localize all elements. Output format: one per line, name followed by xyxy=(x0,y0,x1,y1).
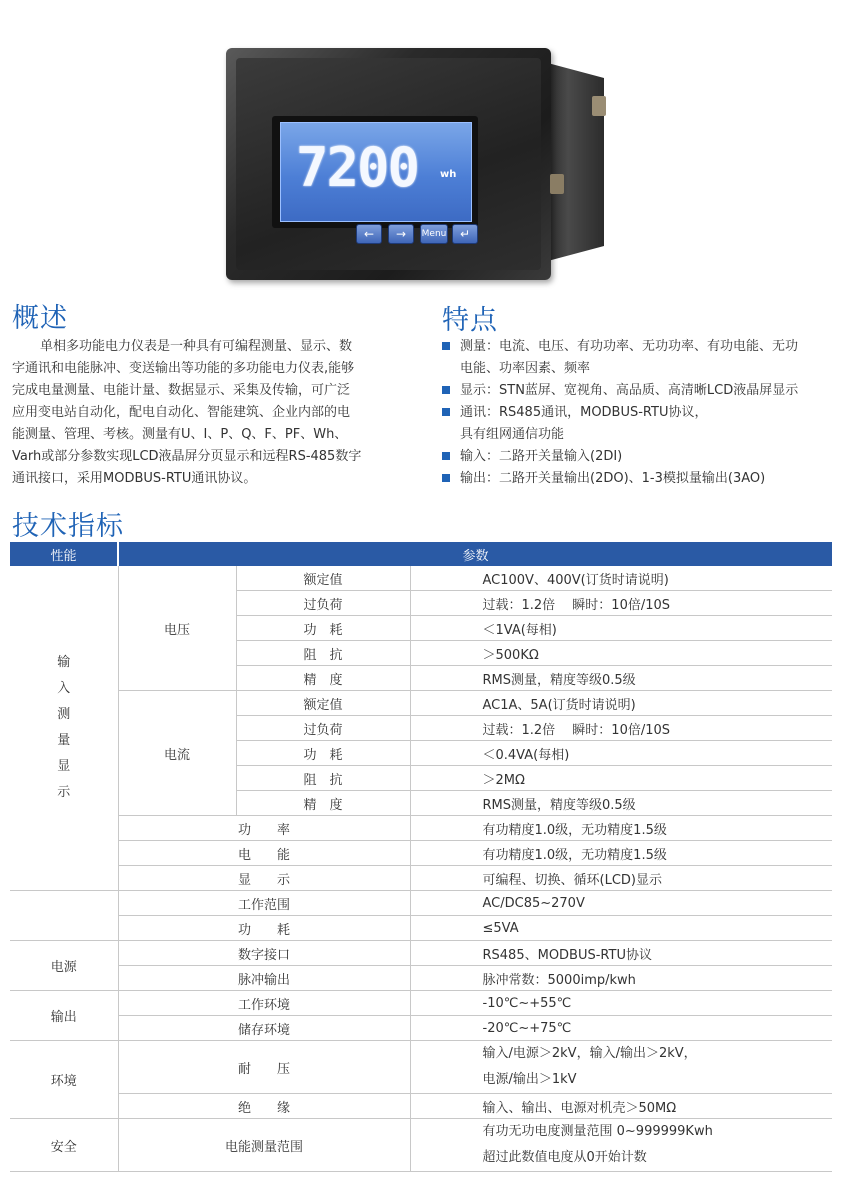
meter-right-button: → xyxy=(388,224,414,244)
param-name: 电能测量范围 xyxy=(118,1119,410,1172)
param-value: 输入、输出、电源对机壳＞50MΩ xyxy=(410,1094,832,1119)
feature-item: 显示：STN蓝屏、宽视角、高品质、高清晰LCD液晶屏显示 xyxy=(440,380,855,402)
param-name: 阻 抗 xyxy=(236,641,410,666)
overview-line: 单相多功能电力仪表是一种具有可编程测量、显示、数 xyxy=(40,339,353,354)
meter-body-side xyxy=(544,62,604,262)
param-name: 工作范围 xyxy=(118,891,410,916)
table-row xyxy=(10,1016,832,1041)
param-name: 电 能 xyxy=(118,841,410,866)
overview-text xyxy=(12,336,412,490)
spec-table xyxy=(10,542,832,1172)
spec-heading: 技术指标 xyxy=(12,511,124,542)
group-unlabelled xyxy=(10,891,118,941)
overview-line: Varh或部分参数实现LCD液晶屏分页显示和远程RS-485数字 xyxy=(12,449,362,464)
table-row xyxy=(10,966,832,991)
param-value: 有功精度1.0级，无功精度1.5级 xyxy=(410,841,832,866)
param-value: AC1A、5A(订货时请说明) xyxy=(410,691,832,716)
table-row xyxy=(10,1041,832,1094)
lcd-unit: wh xyxy=(440,169,457,180)
param-name: 阻 抗 xyxy=(236,766,410,791)
param-value: -20℃~+75℃ xyxy=(410,1016,832,1041)
param-name: 精 度 xyxy=(236,791,410,816)
meter-enter-button: ↵ xyxy=(452,224,478,244)
lcd-reading: 7200 xyxy=(296,136,419,199)
param-name: 精 度 xyxy=(236,666,410,691)
mounting-clip xyxy=(550,174,564,194)
param-value: ＞500KΩ xyxy=(410,641,832,666)
group-environment: 环境 xyxy=(10,1041,118,1119)
param-value: RMS测量，精度等级0.5级 xyxy=(410,791,832,816)
feature-item: 通讯：RS485通讯，MODBUS-RTU协议， 具有组网通信功能 xyxy=(440,402,855,446)
param-value: ＜0.4VA(每相) xyxy=(410,741,832,766)
header-parameters: 参数 xyxy=(118,542,832,566)
table-row xyxy=(10,941,832,966)
param-value: 过载：1.2倍 瞬时：10倍/10S xyxy=(410,716,832,741)
table-row xyxy=(10,891,832,916)
param-name: 功 率 xyxy=(118,816,410,841)
param-name: 额定值 xyxy=(236,691,410,716)
bullet-square-icon xyxy=(442,408,450,416)
bullet-square-icon xyxy=(442,452,450,460)
param-value xyxy=(410,1119,832,1172)
param-value: AC100V、400V(订货时请说明) xyxy=(410,566,832,591)
product-image xyxy=(226,48,616,280)
param-name: 工作环境 xyxy=(118,991,410,1016)
param-value: 有功精度1.0级，无功精度1.5级 xyxy=(410,816,832,841)
meter-left-button: ← xyxy=(356,224,382,244)
param-name: 数字接口 xyxy=(118,941,410,966)
feature-item: 输入：二路开关量输入(2DI) xyxy=(440,446,855,468)
feature-item: 输出：二路开关量输出(2DO)、1-3模拟量输出(3AO) xyxy=(440,468,855,490)
overview-line: 通讯接口，采用MODBUS-RTU通讯协议。 xyxy=(12,471,257,486)
bullet-square-icon xyxy=(442,342,450,350)
param-value: 过载：1.2倍 瞬时：10倍/10S xyxy=(410,591,832,616)
param-name: 绝 缘 xyxy=(118,1094,410,1119)
param-value: 脉冲常数：5000imp/kwh xyxy=(410,966,832,991)
meter-menu-button: Menu xyxy=(420,224,448,244)
mounting-clip xyxy=(592,96,606,116)
group-output: 输出 xyxy=(10,991,118,1041)
overview-heading: 概述 xyxy=(12,303,68,334)
table-row xyxy=(10,1119,832,1172)
overview-line: 能测量、管理、考核。测量有U、I、P、Q、F、PF、Wh、 xyxy=(12,427,348,442)
group-voltage: 电压 xyxy=(118,566,236,691)
param-value-line: 输入/电源＞2kV，输入/输出＞2kV， xyxy=(482,1046,697,1061)
param-value xyxy=(410,1041,832,1094)
param-value: AC/DC85~270V xyxy=(410,891,832,916)
table-row xyxy=(10,866,832,891)
group-current: 电流 xyxy=(118,691,236,816)
param-name: 功 耗 xyxy=(118,916,410,941)
bullet-square-icon xyxy=(442,386,450,394)
param-name: 过负荷 xyxy=(236,716,410,741)
param-name: 显 示 xyxy=(118,866,410,891)
param-value: -10℃~+55℃ xyxy=(410,991,832,1016)
features-heading: 特点 xyxy=(442,305,498,336)
group-power-supply: 电源 xyxy=(10,941,118,991)
param-value: RMS测量，精度等级0.5级 xyxy=(410,666,832,691)
bullet-square-icon xyxy=(442,474,450,482)
param-name: 耐 压 xyxy=(118,1041,410,1094)
param-value: ＞2MΩ xyxy=(410,766,832,791)
param-name: 功 耗 xyxy=(236,616,410,641)
param-value-line: 电源/输出＞1kV xyxy=(482,1072,577,1087)
table-row xyxy=(10,691,832,716)
param-value-line: 有功无功电度测量范围 0~999999Kwh xyxy=(482,1124,713,1139)
table-row xyxy=(10,1094,832,1119)
param-name: 储存环境 xyxy=(118,1016,410,1041)
table-row xyxy=(10,841,832,866)
overview-line: 字通讯和电能脉冲、变送输出等功能的多功能电力仪表,能够 xyxy=(12,361,355,376)
param-name: 功 耗 xyxy=(236,741,410,766)
group-input-display: 输 入 测 量 显 示 xyxy=(10,566,118,891)
header-performance: 性能 xyxy=(10,542,118,566)
group-safety: 安全 xyxy=(10,1119,118,1172)
table-row xyxy=(10,916,832,941)
param-value: 可编程、切换、循环(LCD)显示 xyxy=(410,866,832,891)
param-name: 脉冲输出 xyxy=(118,966,410,991)
table-row xyxy=(10,991,832,1016)
param-value: ≤5VA xyxy=(410,916,832,941)
overview-line: 应用变电站自动化，配电自动化、智能建筑、企业内部的电 xyxy=(12,405,351,420)
param-value: RS485、MODBUS-RTU协议 xyxy=(410,941,832,966)
table-header-row xyxy=(10,542,832,566)
param-value-line: 超过此数值电度从0开始计数 xyxy=(482,1150,647,1165)
overview-line: 完成电量测量、电能计量、数据显示、采集及传输，可广泛 xyxy=(12,383,351,398)
features-list xyxy=(440,336,855,490)
param-name: 额定值 xyxy=(236,566,410,591)
param-value: ＜1VA(每相) xyxy=(410,616,832,641)
table-row xyxy=(10,566,832,591)
table-row xyxy=(10,816,832,841)
feature-item: 测量：电流、电压、有功功率、无功功率、有功电能、无功 电能、功率因素、频率 xyxy=(440,336,855,380)
param-name: 过负荷 xyxy=(236,591,410,616)
